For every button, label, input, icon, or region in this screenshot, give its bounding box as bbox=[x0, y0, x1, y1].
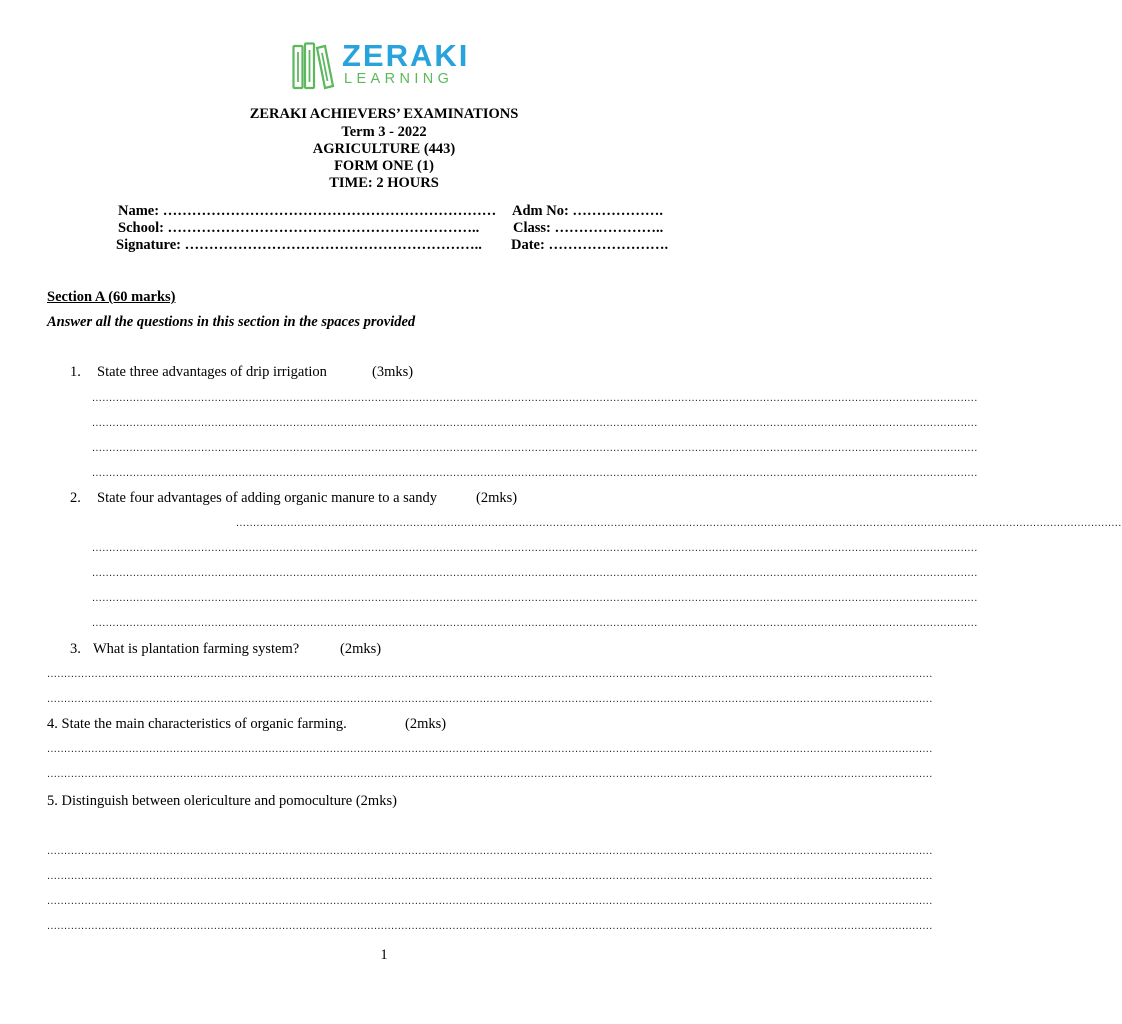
zeraki-logo bbox=[292, 40, 482, 92]
answer-line[interactable]: .................................................................................................................................................................................................................................................................... bbox=[47, 895, 933, 907]
question-2-number: 2. bbox=[70, 490, 81, 506]
answer-line[interactable]: .................................................................................................................................................................................................................................................................... bbox=[47, 870, 933, 882]
logo-subtitle: LEARNING bbox=[344, 71, 454, 87]
school-field: School: ……………………………………………………….. bbox=[118, 220, 480, 236]
answer-line[interactable]: .................................................................................................................................................................................................................................................................... bbox=[92, 592, 978, 604]
class-field: Class: ………………….. bbox=[513, 220, 664, 236]
answer-line[interactable]: .................................................................................................................................................................................................................................................................... bbox=[92, 417, 978, 429]
answer-line[interactable]: .................................................................................................................................................................................................................................................................... bbox=[92, 567, 978, 579]
answer-line[interactable]: .................................................................................................................................................................................................................................................................... bbox=[47, 845, 933, 857]
question-2-text: State four advantages of adding organic manure to a sandy bbox=[97, 490, 437, 506]
question-3-text: What is plantation farming system? bbox=[93, 641, 300, 657]
question-5-text: 5. Distinguish between olericulture and pomoculture (2mks) bbox=[47, 793, 397, 809]
answer-line[interactable]: .................................................................................................................................................................................................................................................................... bbox=[92, 392, 978, 404]
question-1-text: State three advantages of drip irrigation bbox=[97, 364, 327, 380]
answer-line[interactable]: .................................................................................................................................................................................................................................................................... bbox=[92, 617, 978, 629]
section-title: Section A (60 marks) bbox=[47, 289, 176, 305]
logo-wordmark: ZERAKI bbox=[342, 38, 470, 73]
section-instruction: Answer all the questions in this section in the spaces provided bbox=[47, 314, 416, 330]
signature-field: Signature: …………………………………………………….. bbox=[116, 237, 482, 253]
exam-time: TIME: 2 HOURS bbox=[329, 175, 439, 191]
question-3-number: 3. bbox=[70, 641, 81, 657]
question-3-marks: (2mks) bbox=[340, 641, 382, 657]
name-field: Name: …………………………………………………………… bbox=[118, 203, 497, 219]
exam-form: FORM ONE (1) bbox=[334, 158, 434, 174]
adm-field: Adm No: ………………. bbox=[512, 203, 664, 219]
answer-line[interactable]: .................................................................................................................................................................................................................................................................... bbox=[47, 668, 933, 680]
answer-line[interactable]: .................................................................................................................................................................................................................................................................... bbox=[47, 743, 933, 755]
exam-subject: AGRICULTURE (443) bbox=[312, 141, 456, 157]
books-icon bbox=[292, 42, 338, 90]
date-field: Date: ……………………. bbox=[511, 237, 669, 253]
answer-line[interactable]: .................................................................................................................................................................................................................................................................... bbox=[92, 542, 978, 554]
answer-line[interactable]: .................................................................................................................................................................................................................................................................... bbox=[47, 768, 933, 780]
question-1-marks: (3mks) bbox=[372, 364, 414, 380]
exam-title: ZERAKI ACHIEVERS’ EXAMINATIONS bbox=[249, 106, 519, 122]
answer-line[interactable]: .................................................................................................................................................................................................................................................................... bbox=[47, 920, 933, 932]
question-1-number: 1. bbox=[70, 364, 81, 380]
question-4-marks: (2mks) bbox=[405, 716, 447, 732]
question-4-text: 4. State the main characteristics of organic farming. bbox=[47, 716, 347, 732]
exam-term: Term 3 - 2022 bbox=[341, 124, 427, 140]
answer-line[interactable]: .................................................................................................................................................................................................................................................................... bbox=[47, 693, 933, 705]
answer-line[interactable]: .................................................................................................................................................................................................................................................................... bbox=[236, 517, 1122, 529]
question-2-marks: (2mks) bbox=[476, 490, 518, 506]
page-number: 1 bbox=[380, 947, 388, 963]
answer-line[interactable]: .................................................................................................................................................................................................................................................................... bbox=[92, 467, 978, 479]
answer-line[interactable]: .................................................................................................................................................................................................................................................................... bbox=[92, 442, 978, 454]
